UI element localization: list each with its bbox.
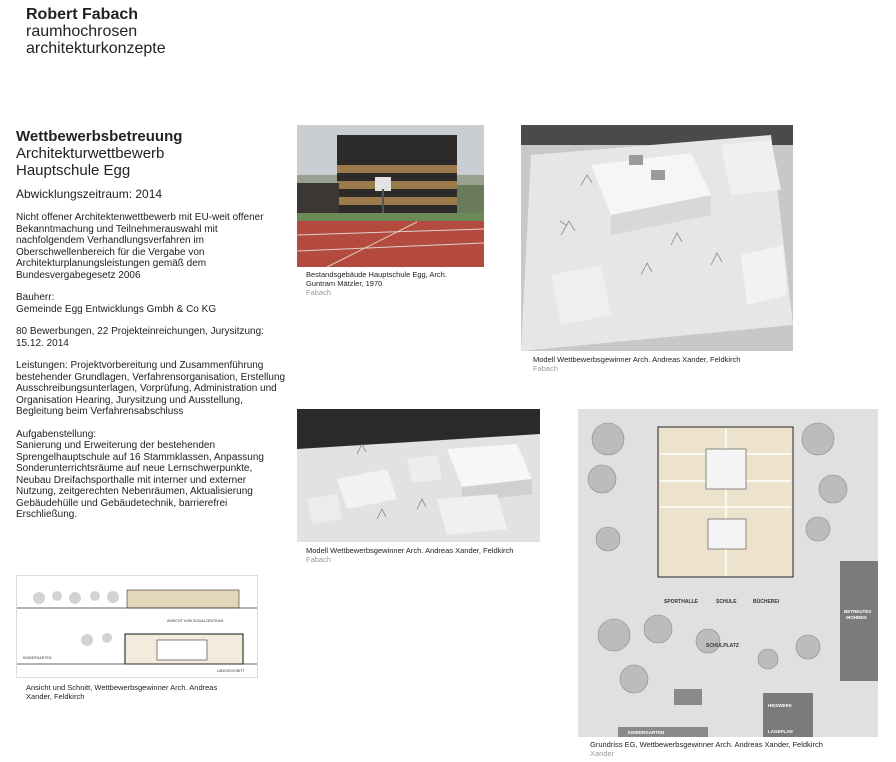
site-plan-caption [590, 740, 880, 758]
plan-lageplan-label: LAGEPLAN [768, 729, 793, 734]
caption-text: Bestandsgebäude Hauptschule Egg, Arch. Guntram Mätzler, 1970 [306, 270, 447, 288]
model-photo-2 [297, 409, 540, 542]
project-client: Bauherr: Gemeinde Egg Entwicklungs Gmbh & Co KG [16, 292, 217, 315]
plan-buecherei-label: BÜCHEREI [753, 599, 780, 605]
caption-text: Ansicht und Schnitt, Wettbewerbsgewinner Arch. Andreas Xander, Feldkirch [26, 683, 218, 701]
section-kindergarten-label: KINDERGARTEN [23, 656, 52, 660]
section-caption [26, 683, 236, 701]
plan-schulplatz-label: SCHULPLATZ [706, 643, 739, 649]
project-category: Wettbewerbsbetreuung [16, 128, 183, 145]
caption-credit: Fabach [533, 364, 559, 373]
plan-sporthalle-label: SPORTHALLE [664, 599, 698, 605]
caption-text: Modell Wettbewerbsgewinner Arch. Andreas Xander, Feldkirch [306, 546, 514, 555]
section-cut-label: LÄNGSSCHNITT [217, 669, 245, 673]
model-photo-1 [521, 125, 793, 351]
brand-name: Robert Fabach [26, 6, 139, 23]
brand-header [26, 6, 166, 57]
site-plan-drawing [578, 409, 878, 737]
project-title: Hauptschule Egg [16, 162, 131, 179]
caption-text: Modell Wettbewerbsgewinner Arch. Andreas Xander, Feldkirch [533, 355, 741, 364]
plan-heizwerk-label: HEIZWERK [768, 703, 792, 708]
plan-wohnen-label: WOHNEN [846, 615, 867, 620]
project-procedure: Nicht offener Architektenwettbewerb mit EU-weit offener Bekanntmachung und Teilnehmerauswahl mit nachfolgendem Verhandlungsverfahren im Oberschwellenbereich für die Vergabe von Architekturplanungsleistungen gemäß dem Bundesvergabegesetz 2006 [16, 212, 264, 281]
existing-building-photo [297, 125, 484, 267]
project-services: Leistungen: Projektvorbereitung und Zusammenführung bestehender Grundlagen, Verfahrensorganisation, Erstellung Ausschreibungsunterlagen, Vorprüfung, Administration und Organisation Hearing, Jurysitzung und Ausstellung, Begleitung beim Verfahrensabschluss [16, 360, 286, 417]
brand-line-2: raumhochrosen [26, 23, 138, 40]
caption-credit: Xander [590, 749, 615, 758]
plan-kindergarten-label: KINDERGARTEN [628, 730, 665, 735]
caption-credit: Fabach [306, 288, 332, 297]
plan-betreutes-label: BETREUTES [844, 609, 872, 614]
section-view-label: ANSICHT VOM SOZIALZENTRUM [167, 619, 224, 623]
section-drawing [16, 575, 258, 678]
caption-text: Grundriss EG, Wettbewerbsgewinner Arch. Andreas Xander, Feldkirch [590, 740, 823, 749]
existing-building-caption [306, 270, 476, 297]
project-period: Abwicklungszeitraum: 2014 [16, 187, 163, 201]
project-task: Aufgabenstellung: Sanierung und Erweiterung der bestehenden Sprengelhauptschule auf 16 Stammklassen, Anpassung Sonderunterrichtsräume auf neue Lernschwerpunkte, Neubau Dreifachsporthalle mit interner und externer Nutzung, zeitgerechten Nebenräumen, Aktualisierung Gebäudehülle und Gebäudetechnik, barrierefrei Erschließung. [16, 428, 264, 520]
model-2-caption [306, 546, 546, 564]
plan-schule-label: SCHULE [716, 599, 737, 605]
brand-line-3: architekturkonzepte [26, 40, 166, 57]
project-type: Architekturwettbewerb [16, 145, 165, 162]
caption-credit: Fabach [306, 555, 332, 564]
project-stats: 80 Bewerbungen, 22 Projekteinreichungen, Jurysitzung: 15.12. 2014 [16, 326, 264, 349]
project-description [16, 128, 286, 521]
model-1-caption [533, 355, 793, 373]
